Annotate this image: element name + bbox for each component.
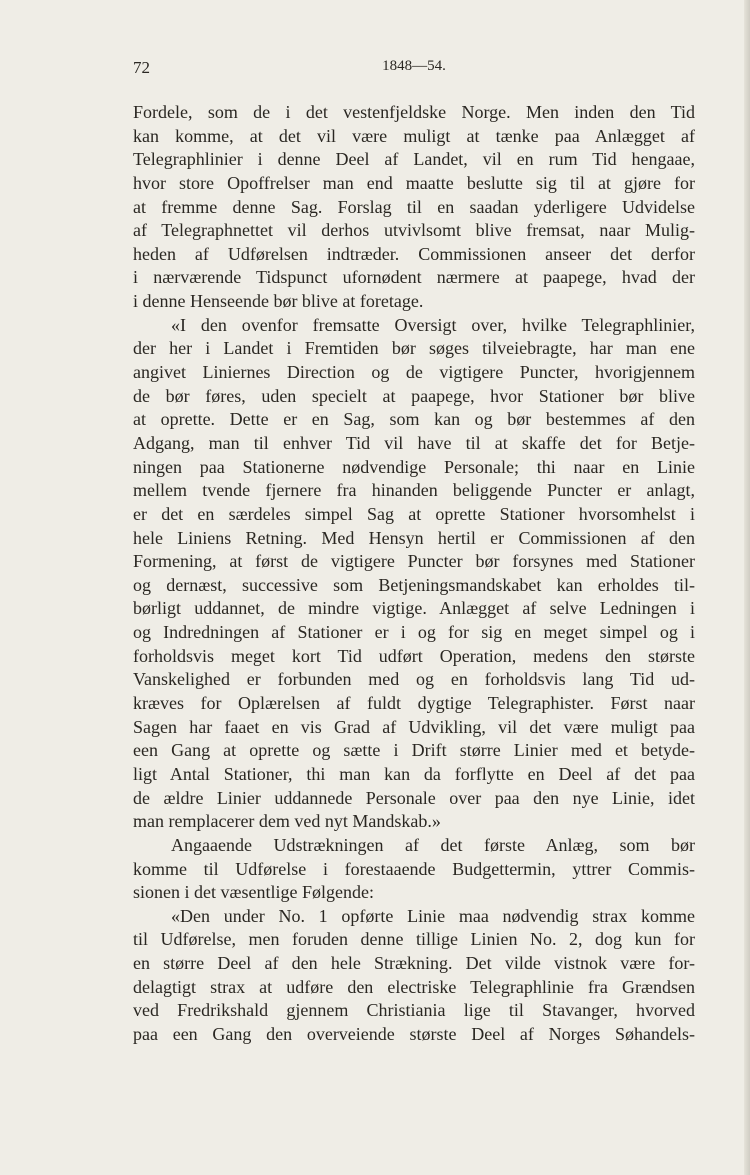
running-head: 1848—54. (382, 58, 446, 74)
text-line: Vanskelighed er forbunden med og en forholdsvis lang Tid ud- (133, 669, 695, 690)
text-line: ligt Antal Stationer, thi man kan da forflytte en Deel af det paa (133, 763, 695, 784)
text-line: kræves for Oplærelsen af fuldt dygtige Telegraphister. Først naar (133, 693, 695, 714)
text-line: delagtigt strax at udføre den electriske Telegraphlinie fra Grændsen (133, 976, 695, 997)
text-line: Fordele, som de i det vestenfjeldske Norge. Men inden den Tid (133, 102, 695, 122)
text-line: er det en særdeles simpel Sag at oprette Stationer hvorsomhelst i (133, 503, 695, 524)
text-line: og Indredningen af Stationer er i og for sig en meget simpel og i (133, 622, 695, 643)
page-number: 72 (133, 58, 150, 77)
text-line: hele Liniens Retning. Med Hensyn hertil er Commissionen af den (133, 527, 695, 548)
text-line: mellem tvende fjernere fra hinanden beliggende Puncter er anlagt, (133, 480, 695, 501)
text-line: at oprette. Dette er en Sag, som kan og bør bestemmes af den (133, 409, 695, 430)
text-line: Sagen har faaet en vis Grad af Udvikling, vil det være muligt paa (133, 716, 695, 737)
text-line: forholdsvis meget kort Tid udført Operation, medens den største (133, 645, 695, 666)
text-line: man remplacerer dem ved nyt Mandskab.» (133, 811, 441, 832)
body-text (133, 101, 695, 1047)
text-line: een Gang at oprette og sætte i Drift større Linier med et betyde- (133, 740, 695, 761)
text-line: paa een Gang den overveiende største Deel af Norges Søhandels- (133, 1023, 695, 1044)
text-line: der her i Landet i Fremtiden bør søges tilveiebragte, har man ene (133, 338, 695, 359)
page-edge (744, 0, 750, 1175)
text-line: de bør føres, uden specielt at paapege, hvor Stationer bør blive (133, 385, 695, 406)
text-line: heden af Udførelsen indtræder. Commissionen anseer det derfor (133, 243, 695, 264)
text-line: kan komme, at det vil være muligt at tænke paa Anlægget af (133, 125, 695, 146)
text-line: i denne Henseende bør blive at foretage. (133, 291, 424, 312)
text-line: børligt uddannet, de mindre vigtige. Anlægget af selve Ledningen i (133, 598, 695, 619)
text-line: at fremme denne Sag. Forslag til en saadan yderligere Udvidelse (133, 196, 695, 217)
text-line: ved Fredrikshald gjennem Christiania lige til Stavanger, hvorved (133, 1000, 695, 1021)
text-line: Telegraphlinier i denne Deel af Landet, vil en rum Tid hengaae, (133, 149, 695, 170)
text-line: angivet Liniernes Direction og de vigtigere Puncter, hvorigjennem (133, 362, 695, 383)
text-line: komme til Udførelse i forestaaende Budgettermin, yttrer Commis- (133, 858, 695, 879)
text-line: Angaaende Udstrækningen af det første Anlæg, som bør (171, 834, 695, 855)
page-header (133, 58, 695, 88)
text-line: til Udførelse, men foruden denne tillige Linien No. 2, dog kun for (133, 929, 695, 950)
text-line: Adgang, man til enhver Tid vil have til at skaffe det for Betje- (133, 432, 695, 453)
text-line: «I den ovenfor fremsatte Oversigt over, hvilke Telegraphlinier, (171, 314, 695, 335)
text-line: hvor store Opoffrelser man end maatte beslutte sig til at gjøre for (133, 172, 695, 193)
text-line: sionen i det væsentlige Følgende: (133, 882, 374, 903)
text-line: de ældre Linier uddannede Personale over paa den nye Linie, idet (133, 787, 695, 808)
text-line: i nærværende Tidspunct ufornødent nærmere at paapege, hvad der (133, 267, 695, 288)
text-line: af Telegraphnettet vil derhos utvivlsomt blive fremsat, naar Mulig- (133, 220, 695, 241)
text-line: ningen paa Stationerne nødvendige Personale; thi naar en Linie (133, 456, 695, 477)
text-line: en større Deel af den hele Strækning. Det vilde vistnok være for- (133, 953, 695, 974)
text-line: og dernæst, successive som Betjeningsmandskabet kan erholdes til- (133, 574, 695, 595)
text-line: Formening, at først de vigtigere Puncter bør forsynes med Stationer (133, 551, 695, 572)
text-line: «Den under No. 1 opførte Linie maa nødvendig strax komme (171, 905, 695, 926)
